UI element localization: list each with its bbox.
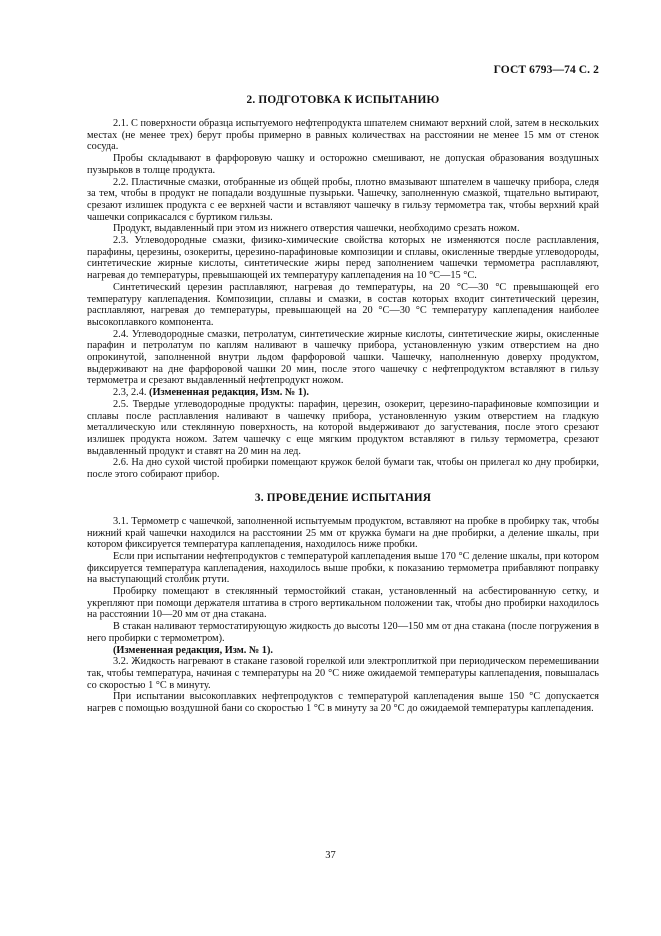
page-number: 37 — [325, 850, 336, 861]
section-2-title: 2. ПОДГОТОВКА К ИСПЫТАНИЮ — [246, 94, 440, 106]
paragraph-3-1-cont-1: Если при испытании нефтепродуктов с температурой каплепадения выше 170 °С деление шкалы, при котором фиксируется температура каплепадения, находилось выше пробки, к показанию термометра прибавляют поправку на выступающий столбик ртути. — [87, 550, 599, 586]
document-body — [87, 93, 599, 715]
page-header: ГОСТ 6793—74 С. 2 — [493, 64, 599, 76]
paragraph-3-1-cont-2: Пробирку помещают в стеклянный термостойкий стакан, установленный на асбестированную сетку, и укрепляют при помощи держателя штатива в строго вертикальном положении так, чтобы дно пробирки находилось на расстоянии 10—20 мм от дна стакана. — [87, 586, 599, 621]
paragraph-2-2: 2.2. Пластичные смазки, отобранные из общей пробы, плотно вмазывают шпателем в чашечку прибора, следя за тем, чтобы в продукт не попадали воздушные пузырьки. Чашечку, заполненную смазкой, тщательно вытирают, срезают излишек продукта с ее верхней части и вставляют чашечку в гильзу термометра так, чтобы верхний край чашечки соприкасался с буртиком гильзы. — [87, 176, 599, 223]
amendment-text: (Измененная редакция, Изм. № 1). — [149, 387, 309, 399]
section-3-title: 3. ПРОВЕДЕНИЕ ИСПЫТАНИЯ — [254, 491, 432, 504]
paragraph-2-1: 2.1. С поверхности образца испытуемого нефтепродукта шпателем снимают верхний слой, затем в нескольких местах (не менее трех) берут пробы примерно в равных количествах на расстоянии не менее 15 мм от стенок сосуда. — [87, 118, 599, 153]
amendment-note-3-1: (Измененная редакция, Изм. № 1). — [113, 644, 273, 656]
paragraph-2-1-cont: Пробы складывают в фарфоровую чашку и осторожно смешивают, не допуская образования воздушных пузырьков в толще продукта. — [87, 153, 599, 176]
paragraph-2-3-cont: Синтетический церезин расплавляют, нагревая до температуры, на 20 °С—30 °С превышающей его температуру каплепадения. Композиции, сплавы и смазки, в состав которых входит синтетический церезин, расплавляют, нагревая до температуры, превышающей на 20 °С—30 °С температуру каплепадения наиболее высокоплавкого компонента. — [87, 281, 599, 328]
paragraph-2-6: 2.6. На дно сухой чистой пробирки помещают кружок белой бумаги так, чтобы он прилегал ко дну пробирки, после этого собирают прибор. — [87, 457, 599, 481]
amendment-note-2-3-2-4 — [87, 387, 599, 399]
paragraph-2-5: 2.5. Твердые углеводородные продукты: парафин, церезин, озокерит, церезино-парафиновые композиции и сплавы после расплавления наливают в чашечку прибора, установленную узким отверстием на гладкую металлическую или стеклянную поверхность, на которой выдерживают до загустевания, после этого срезают излишек продукта ножом. Затем чашечку с еще мягким продуктом вставляют в гильзу термометра, срезают выдавленный продукт и ставят на 20 мин на лед. — [87, 398, 599, 457]
amendment-prefix: 2.3, 2.4. — [113, 387, 147, 399]
paragraph-3-2: 3.2. Жидкость нагревают в стакане газовой горелкой или электроплиткой при периодическом перемешивании так, чтобы температура, начиная с температуры на 20 °С ниже ожидаемой температуры каплепадения, повышалась со скоростью 1 °С в минуту. — [87, 656, 599, 691]
paragraph-3-2-cont: При испытании высокоплавких нефтепродуктов с температурой каплепадения выше 150 °С допускается нагрев с помощью воздушной бани со скоростью 1 °С в минуту за 20 °С до ожидаемой температуры каплепадения. — [87, 691, 599, 715]
paragraph-2-3: 2.3. Углеводородные смазки, физико-химические свойства которых не изменяются после расплавления, парафины, церезины, озокериты, церезино-парафиновые композиции и сплавы, окисленные твердые углеводороды, синтетические жирные кислоты, синтетические жиры перед заполнением чашечки термометра расплавляют, нагревая до температуры, превышающей их температуру каплепадения на 10 °С—15 °С. — [87, 235, 599, 282]
paragraph-3-1-cont-3: В стакан наливают термостатирующую жидкость до высоты 120—150 мм от дна стакана (после погружения в него пробирки с термометром). — [87, 621, 599, 644]
paragraph-2-2-cont: Продукт, выдавленный при этом из нижнего отверстия чашечки, необходимо срезать ножом. — [113, 223, 520, 235]
paragraph-2-4: 2.4. Углеводородные смазки, петролатум, синтетические жирные кислоты, синтетические жиры, окисленные парафин и петролатум по каплям наливают в чашечку прибора, установленную узким отверстием на дно опрокинутой, заполненной внутри льдом фарфоровой чашки. Чашечку, наполненную доверху продуктом, выдерживают на дне фарфоровой чашки 20 мин, после этого чашечку с нефтепродуктом вставляют в гильзу термометра и срезают выдавленный нефтепродукт ножом. — [87, 328, 599, 387]
paragraph-3-1: 3.1. Термометр с чашечкой, заполненной испытуемым продуктом, вставляют на пробке в пробирку так, чтобы нижний край чашечки находился на расстоянии 25 мм от кружка бумаги на дне пробирки, а деление шкалы, при котором фиксируется температура каплепадения, находилось ниже пробки. — [87, 515, 599, 551]
